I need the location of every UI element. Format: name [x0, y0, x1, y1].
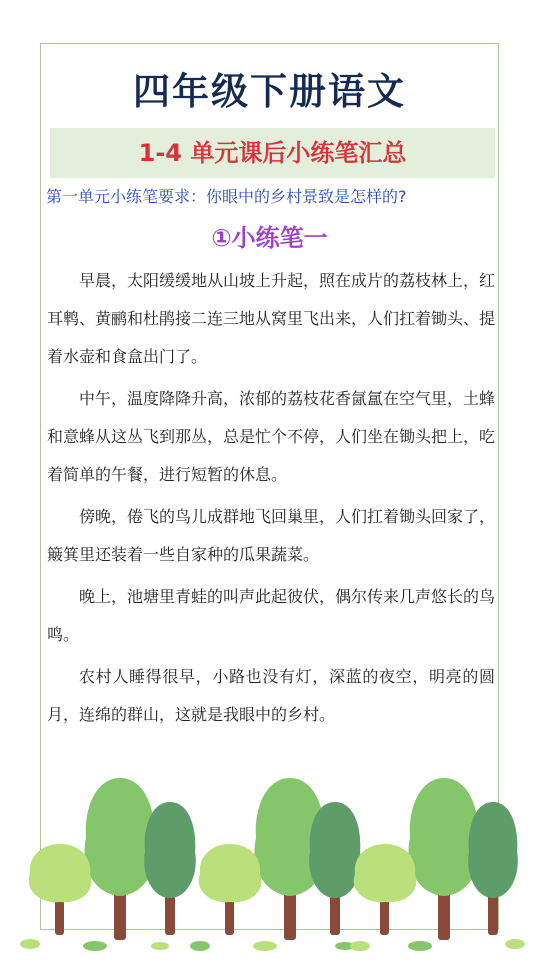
bush: [190, 941, 210, 951]
tree-tall-canopy: [408, 778, 479, 896]
bush: [151, 942, 169, 950]
tree-group-right: [350, 778, 525, 951]
bush: [505, 939, 525, 949]
essay-paragraph-night: 晚上，池塘里青蛙的叫声此起彼伏，偶尔传来几声悠长的鸟鸣。: [47, 587, 496, 644]
subtitle-banner: [50, 128, 495, 178]
essay-paragraph-conclusion: 农村人睡得很早，小路也没有灯，深蓝的夜空，明亮的圆月，连绵的群山，这就是我眼中的乡村。: [47, 667, 495, 724]
bush: [408, 941, 432, 951]
section-heading: ①小练笔一: [211, 224, 328, 252]
tree-dark-canopy: [309, 802, 361, 898]
page-title: 四年级下册语文: [133, 70, 406, 113]
tree-round-canopy: [29, 844, 92, 902]
tree-dark-canopy: [144, 802, 196, 898]
bush: [83, 941, 107, 951]
tree-round-canopy: [354, 844, 417, 902]
essay-paragraph-dusk: 傍晚，倦飞的鸟儿成群地飞回巢里，人们扛着锄头回家了，簸箕里还装着一些自家种的瓜果蔬菜。: [47, 507, 496, 564]
essay-paragraph-morning: 早晨，太阳缓缓地从山坡上升起，照在成片的荔枝林上，红耳鹎、黄鹂和杜鹃接二连三地从窝里飞出来，人们扛着锄头、提着水壶和食盒出门了。: [47, 271, 496, 366]
exercise-requirement: 第一单元小练笔要求：你眼中的乡村景致是怎样的?: [46, 187, 407, 206]
tree-round-canopy: [199, 844, 262, 902]
tree-group-middle: [190, 778, 361, 951]
tree-group-left: [20, 778, 196, 951]
bush: [20, 939, 40, 949]
tree-dark-canopy: [468, 802, 518, 898]
forest-illustration: [0, 760, 540, 960]
essay-paragraph-noon: 中午，温度降降升高，浓郁的荔枝花香氤氲在空气里，土蜂和意蜂从这丛飞到那丛，总是忙个不停，人们坐在锄头把上，吃着简单的午餐，进行短暂的休息。: [47, 389, 496, 484]
bush: [253, 941, 277, 951]
tree-tall-canopy: [84, 778, 155, 896]
essay-body: [47, 262, 495, 738]
page-subtitle: 1-4 单元课后小练笔汇总: [138, 139, 407, 167]
bush: [350, 941, 370, 951]
